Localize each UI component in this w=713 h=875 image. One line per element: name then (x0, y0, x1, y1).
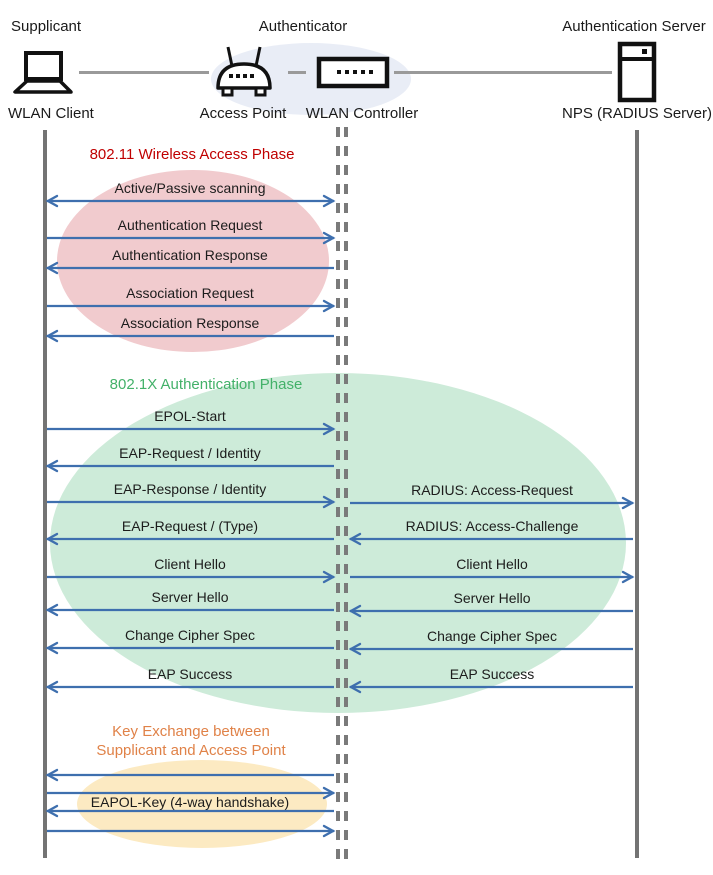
message-label: Change Cipher Spec (427, 628, 557, 644)
message-label: RADIUS: Access-Request (411, 482, 573, 498)
message-label: Authentication Response (112, 247, 268, 263)
message-label: Active/Passive scanning (114, 180, 266, 196)
device-label-access-point: Access Point (199, 105, 287, 122)
message-label: EAP Success (449, 666, 535, 682)
phase-title-8021x: 802.1X Authentication Phase (109, 376, 303, 393)
message-label: Change Cipher Spec (125, 627, 255, 643)
message-label: RADIUS: Access-Challenge (405, 518, 579, 534)
message-arrow (46, 824, 335, 838)
message-label: EPOL-Start (154, 408, 226, 424)
role-authentication-server: Authentication Server (562, 18, 706, 35)
message-label: EAP-Response / Identity (113, 481, 267, 497)
role-authenticator: Authenticator (258, 18, 348, 35)
message-label: Client Hello (456, 556, 528, 572)
message-arrow (46, 804, 335, 818)
device-label-wlan-client: WLAN Client (8, 105, 94, 122)
message-label: EAP Success (147, 666, 233, 682)
message-arrow (46, 768, 335, 782)
message-label: Server Hello (453, 590, 531, 606)
message-label: EAP-Request / Identity (119, 445, 261, 461)
message-label: Server Hello (151, 589, 229, 605)
message-label: Client Hello (154, 556, 226, 572)
message-label: Authentication Request (117, 217, 263, 233)
device-label-nps: NPS (RADIUS Server) (561, 105, 713, 122)
phase-title-keyexchange-line1: Key Exchange between (112, 723, 270, 740)
role-supplicant: Supplicant (11, 18, 82, 35)
phase-title-keyexchange-line2: Supplicant and Access Point (96, 742, 286, 759)
message-label: Association Response (120, 315, 260, 331)
message-label: EAP-Request / (Type) (121, 518, 259, 534)
device-label-wlan-controller: WLAN Controller (305, 105, 419, 122)
phase-title-80211: 802.11 Wireless Access Phase (89, 146, 295, 163)
message-label: EAPOL-Key (4-way handshake) (90, 794, 290, 810)
message-label: Association Request (126, 285, 254, 301)
